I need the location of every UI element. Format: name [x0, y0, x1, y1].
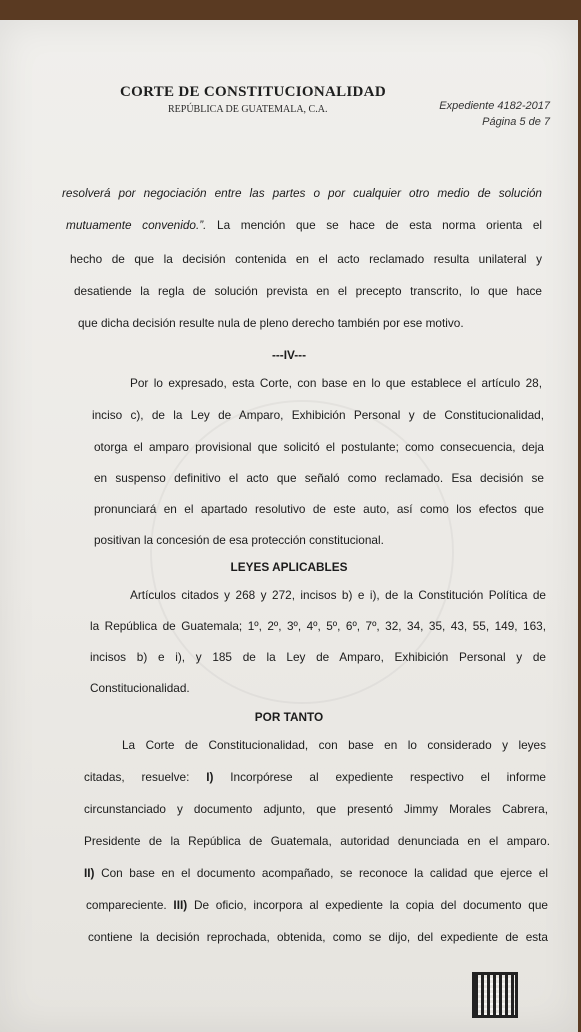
body-line: que dicha decisión resulte nula de pleno derecho también por ese motivo. — [78, 316, 464, 330]
body-line: positivan la concesión de esa protección constitucional. — [94, 533, 384, 547]
body-line: Artículos citados y 268 y 272, incisos b) e i), de la Constitución Política de — [130, 588, 546, 602]
body-line — [0, 898, 578, 912]
body-line: Por lo expresado, esta Corte, con base en lo que establece el artículo 28, — [130, 376, 542, 390]
body-line: incisos b) e i), y 185 de la Ley de Amparo, Exhibición Personal y de — [90, 650, 546, 664]
body-line-rest: La mención que se hace de esta norma orienta el — [206, 218, 542, 232]
document-page — [0, 20, 578, 1032]
body-line: Presidente de la República de Guatemala, autoridad denunciada en el amparo. — [84, 834, 550, 848]
expediente-number: Expediente 4182-2017 — [439, 100, 550, 112]
qr-code — [472, 972, 518, 1018]
body-line — [0, 218, 578, 232]
page-number: Página 5 de 7 — [482, 116, 550, 128]
body-line-text: Con base en el documento acompañado, se reconoce la calidad que ejerce el — [94, 866, 548, 880]
body-line: inciso c), de la Ley de Amparo, Exhibición Personal y de Constitucionalidad, — [92, 408, 544, 422]
body-line-text: compareciente. — [86, 898, 174, 912]
body-line: Constitucionalidad. — [90, 681, 190, 695]
body-line: desatiende la regla de solución prevista en el precepto transcrito, lo que hace — [74, 284, 542, 298]
body-line: hecho de que la decisión contenida en el acto reclamado resulta unilateral y — [70, 252, 542, 266]
section-heading: POR TANTO — [254, 710, 324, 724]
body-line: otorga el amparo provisional que solicitó el postulante; como consecuencia, deja — [94, 440, 544, 454]
body-line-italic: mutuamente convenido.”. — [66, 218, 207, 232]
body-line: circunstanciado y documento adjunto, que presentó Jimmy Morales Cabrera, — [84, 802, 548, 816]
case-reference — [439, 98, 550, 130]
body-line: pronunciará en el apartado resolutivo de este auto, así como los efectos que — [94, 502, 544, 516]
body-line-text: citadas, resuelve: — [84, 770, 207, 784]
body-line — [0, 866, 578, 880]
section-heading: LEYES APLICABLES — [230, 560, 348, 574]
body-line: la República de Guatemala; 1º, 2º, 3º, 4º, 5º, 6º, 7º, 32, 34, 35, 43, 55, 149, 163, — [90, 619, 546, 633]
republic-name: REPÚBLICA DE GUATEMALA, C.A. — [168, 104, 328, 115]
body-line: contiene la decisión reprochada, obtenida, como se dijo, del expediente de esta — [88, 930, 548, 944]
body-line-text: De oficio, incorpora al expediente la copia del documento que — [187, 898, 548, 912]
body-line — [0, 770, 578, 784]
roman-numeral: III) — [173, 898, 188, 912]
roman-numeral: II) — [84, 866, 95, 880]
body-line: resolverá por negociación entre las partes o por cualquier otro medio de solución — [62, 186, 542, 200]
section-heading: ---IV--- — [271, 348, 307, 362]
body-line-text: Incorpórese al expediente respectivo el informe — [213, 770, 546, 784]
roman-numeral: I) — [206, 770, 214, 784]
body-line: en suspenso definitivo el acto que señaló como reclamado. Esa decisión se — [94, 471, 544, 485]
court-name: CORTE DE CONSTITUCIONALIDAD — [120, 84, 386, 100]
body-line: La Corte de Constitucionalidad, con base en lo considerado y leyes — [122, 738, 546, 752]
